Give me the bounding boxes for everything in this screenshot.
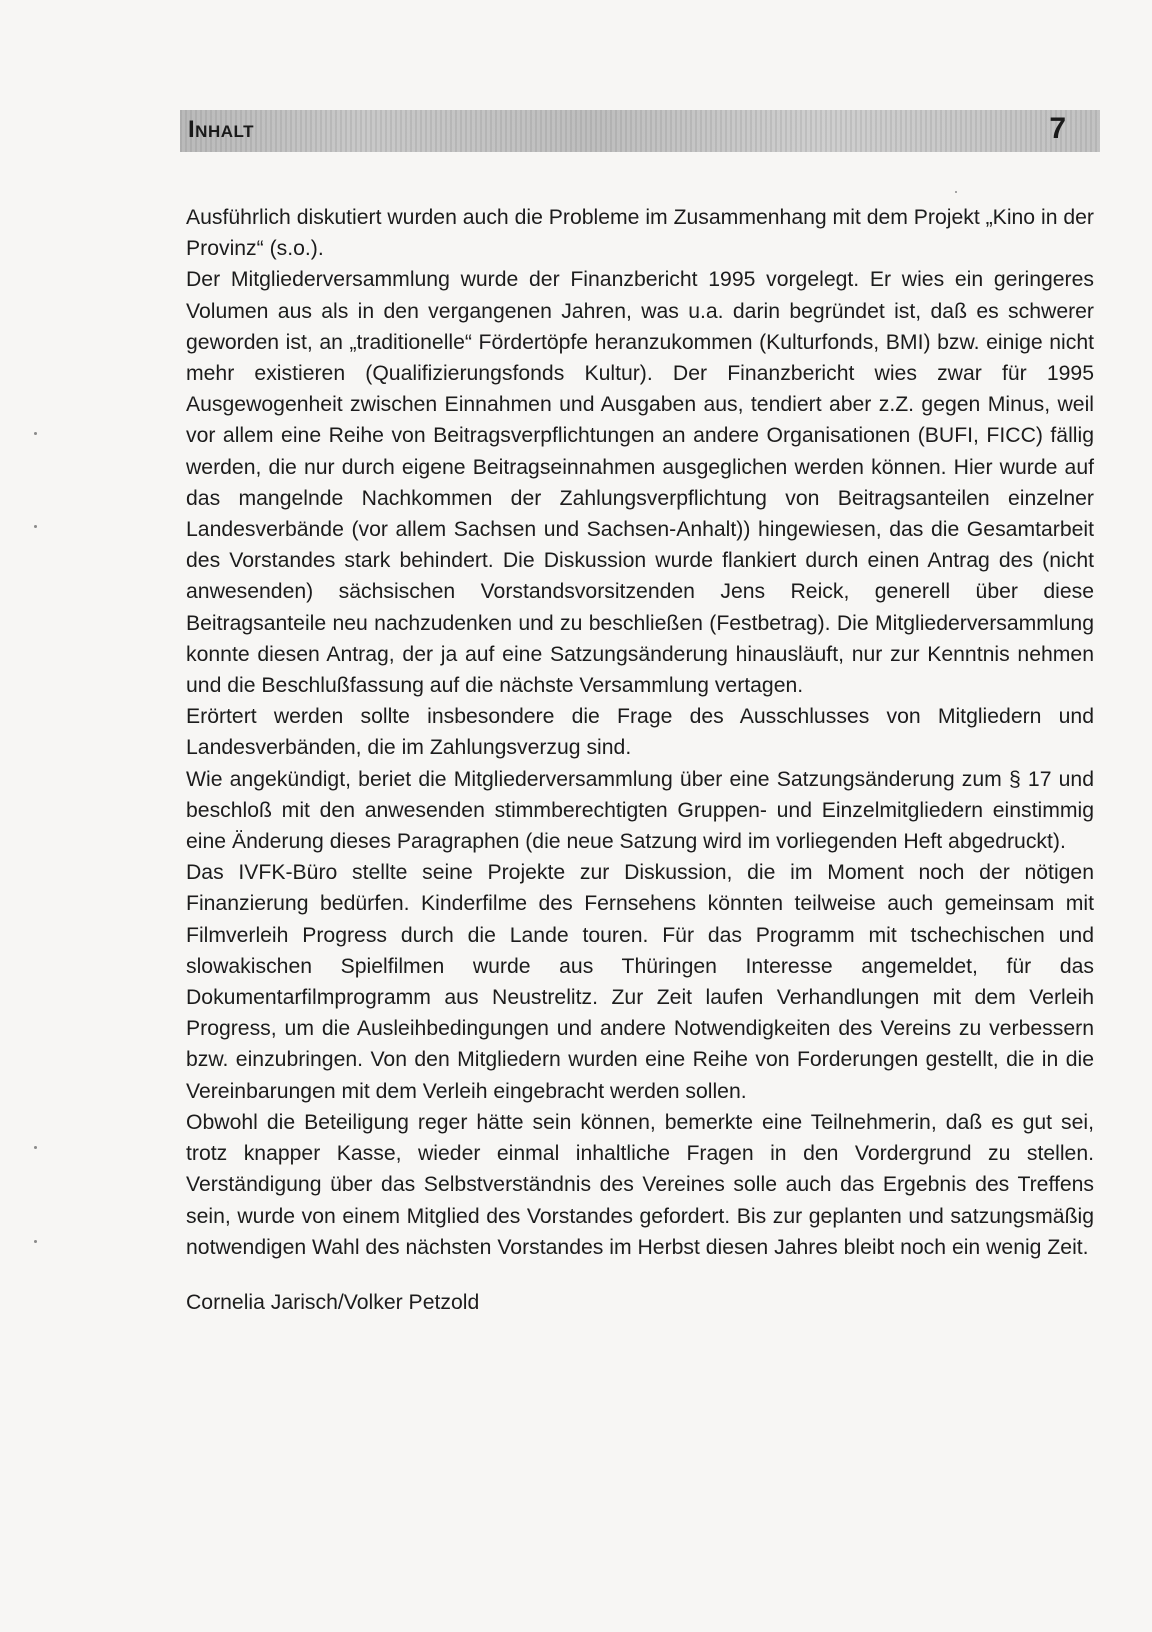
scan-speck: [34, 1240, 37, 1243]
section-title: Inhalt: [188, 116, 255, 143]
scan-speck: [34, 432, 37, 435]
article-body: [186, 202, 1094, 1318]
page-number: 7: [1049, 112, 1066, 145]
scan-speck: [955, 191, 957, 193]
paragraph: Wie angekündigt, beriet die Mitgliederversammlung über eine Satzungsänderung zum § 17 und beschloß mit den anwesenden stimmberechtigten Gruppen- und Einzelmitgliedern einstimmig eine Änderung dieses Paragraphen (die neue Satzung wird im vorliegenden Heft abgedruckt).: [186, 767, 1094, 854]
author-signature: Cornelia Jarisch/Volker Petzold: [186, 1290, 480, 1314]
paragraph: Das IVFK-Büro stellte seine Projekte zur Diskussion, die im Moment noch der nötigen Finanzierung bedürfen. Kinderfilme des Fernsehens könnten teilweise auch gemeinsam mit Filmverleih Progress durch die Lande touren. Für das Programm mit tschechischen und slowakischen Spielfilmen wurde aus Thüringen Interesse angemeldet, für das Dokumentarfilmprogramm aus Neustrelitz. Zur Zeit laufen Verhandlungen mit dem Verleih Progress, um die Ausleihbedingungen und andere Notwendigkeiten des Vereins zu verbessern bzw. einzubringen. Von den Mitgliedern wurden eine Reihe von Forderungen gestellt, die in die Vereinbarungen mit dem Verleih eingebracht werden sollen.: [186, 861, 1094, 1103]
paragraph: Ausführlich diskutiert wurden auch die Probleme im Zusammenhang mit dem Projekt „Kino in der Provinz“ (s.o.).: [186, 206, 1094, 261]
scan-speck: [34, 525, 37, 528]
page-header: [180, 110, 1100, 152]
scan-speck: [34, 1146, 37, 1149]
paragraph: Der Mitgliederversammlung wurde der Finanzbericht 1995 vorgelegt. Er wies ein geringeres Volumen aus als in den vergangenen Jahren, was u.a. darin begründet ist, daß es schwerer geworden ist, an „traditionelle“ Fördertöpfe heranzukommen (Kulturfonds, BMI) bzw. einige nicht mehr existieren (Qualifizierungsfonds Kultur). Der Finanzbericht wies zwar für 1995 Ausgewogenheit zwischen Einnahmen und Ausgaben aus, tendiert aber z.Z. gegen Minus, weil vor allem eine Reihe von Beitragsverpflichtungen an andere Organisationen (BUFI, FICC) fällig werden, die nur durch eigene Beitragseinnahmen ausgeglichen werden können. Hier wurde auf das mangelnde Nachkommen der Zahlungsverpflichtung von Beitragsanteilen einzelner Landesverbände (vor allem Sachsen und Sachsen-Anhalt)) hingewiesen, das die Gesamtarbeit des Vorstandes stark behindert. Die Diskussion wurde flankiert durch einen Antrag des (nicht anwesenden) sächsischen Vorstandsvorsitzenden Jens Reick, generell über diese Beitragsanteile neu nachzudenken und zu beschließen (Festbetrag). Die Mitgliederversammlung konnte diesen Antrag, der ja auf eine Satzungsänderung hinausläuft, nur zur Kenntnis nehmen und die Beschlußfassung auf die nächste Versammlung vertagen.: [186, 268, 1094, 698]
paragraph: Erörtert werden sollte insbesondere die Frage des Ausschlusses von Mitgliedern und Landesverbänden, die im Zahlungsverzug sind.: [186, 705, 1094, 760]
paragraph: Obwohl die Beteiligung reger hätte sein können, bemerkte eine Teilnehmerin, daß es gut sei, trotz knapper Kasse, wieder einmal inhaltliche Fragen in den Vordergrund zu stellen. Verständigung über das Selbstverständnis des Vereines solle auch das Ergebnis des Treffens sein, wurde von einem Mitglied des Vorstandes gefordert. Bis zur geplanten und satzungsmäßig notwendigen Wahl des nächsten Vorstandes im Herbst diesen Jahres bleibt noch ein wenig Zeit.: [186, 1110, 1094, 1259]
